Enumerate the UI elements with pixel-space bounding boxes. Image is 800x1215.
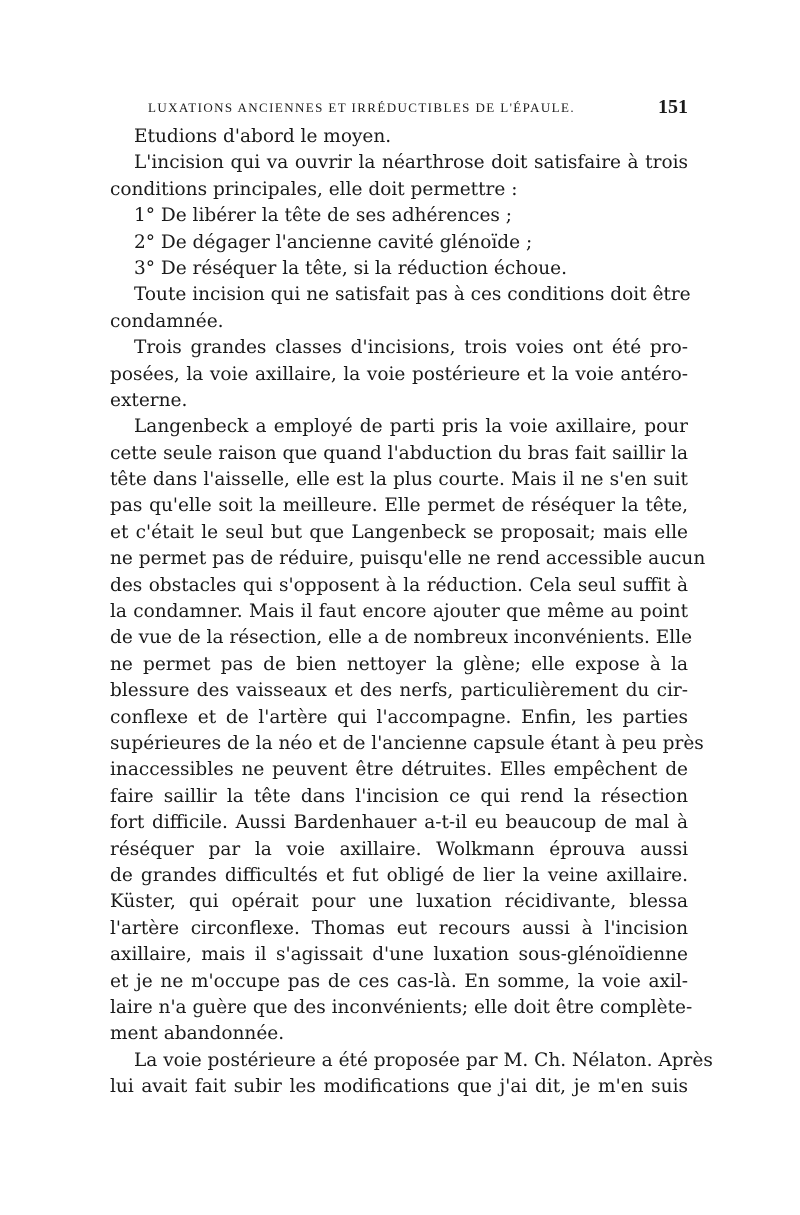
text-line: conditions principales, elle doit permettre : (110, 178, 518, 200)
text-line: réséquer par la voie axillaire. Wolkmann éprouva aussi (110, 838, 688, 860)
text-line: et je ne m'occupe pas de ces cas-là. En somme, la voie axil- (110, 970, 688, 992)
text-line: condamnée. (110, 310, 224, 332)
text-line: ne permet pas de réduire, puisqu'elle ne rend accessible aucun (110, 548, 706, 570)
running-title: LUXATIONS ANCIENNES ET IRRÉDUCTIBLES DE L'ÉPAULE. (148, 100, 575, 115)
text-line: externe. (110, 389, 188, 411)
text-line: L'incision qui va ouvrir la néarthrose doit satisfaire à trois (134, 152, 688, 174)
page-number: 151 (658, 96, 688, 118)
text-line: ne permet pas de bien nettoyer la glène; elle expose à la (110, 653, 688, 675)
text-line: 2° De dégager l'ancienne cavité glénoïde ; (134, 231, 533, 253)
text-line: Langenbeck a employé de parti pris la voie axillaire, pour (134, 416, 688, 438)
text-line: Küster, qui opérait pour une luxation récidivante, blessa (110, 891, 688, 913)
text-line: posées, la voie axillaire, la voie postérieure et la voie antéro- (110, 363, 688, 385)
text-line: La voie postérieure a été proposée par M. Ch. Nélaton. Après (134, 1049, 713, 1071)
text-line: axillaire, mais il s'agissait d'une luxation sous-glénoïdienne (110, 944, 688, 966)
text-line: des obstacles qui s'opposent à la réduction. Cela seul suffit à (110, 574, 688, 596)
text-line: lui avait fait subir les modifications que j'ai dit, je m'en suis (110, 1076, 688, 1098)
text-line: cette seule raison que quand l'abduction du bras fait saillir la (110, 442, 688, 464)
text-line: tête dans l'aisselle, elle est la plus courte. Mais il ne s'en suit (110, 469, 688, 491)
text-line: fort difficile. Aussi Bardenhauer a-t-il eu beaucoup de mal à (110, 812, 688, 834)
text-line: l'artère circonflexe. Thomas eut recours aussi à l'incision (110, 917, 688, 939)
text-line: et c'était le seul but que Langenbeck se proposait; mais elle (110, 521, 688, 543)
text-line: Trois grandes classes d'incisions, trois voies ont été pro- (134, 337, 688, 359)
text-line: inaccessibles ne peuvent être détruites. Elles empêchent de (110, 759, 688, 781)
text-line: de grandes difficultés et fut obligé de lier la veine axillaire. (110, 864, 688, 886)
text-line: conflexe et de l'artère qui l'accompagne. Enfin, les parties (110, 706, 688, 728)
running-header (148, 96, 688, 118)
text-line: laire n'a guère que des inconvénients; elle doit être complète- (110, 996, 693, 1018)
text-line: faire saillir la tête dans l'incision ce qui rend la résection (110, 785, 688, 807)
body-text (110, 124, 713, 1100)
text-line: la condamner. Mais il faut encore ajouter que même au point (110, 601, 688, 623)
text-line: Toute incision qui ne satisfait pas à ces conditions doit être (134, 284, 691, 306)
text-line: blessure des vaisseaux et des nerfs, particulièrement du cir- (110, 680, 688, 702)
text-line: Etudions d'abord le moyen. (134, 126, 392, 147)
text-line: de vue de la résection, elle a de nombreux inconvénients. Elle (110, 627, 693, 649)
text-line: supérieures de la néo et de l'ancienne capsule étant à peu près (110, 732, 704, 754)
text-line: 3° De réséquer la tête, si la réduction échoue. (134, 257, 567, 279)
text-line: ment abandonnée. (110, 1023, 285, 1045)
text-line: 1° De libérer la tête de ses adhérences ; (134, 205, 513, 227)
text-line: pas qu'elle soit la meilleure. Elle permet de réséquer la tête, (110, 495, 688, 517)
